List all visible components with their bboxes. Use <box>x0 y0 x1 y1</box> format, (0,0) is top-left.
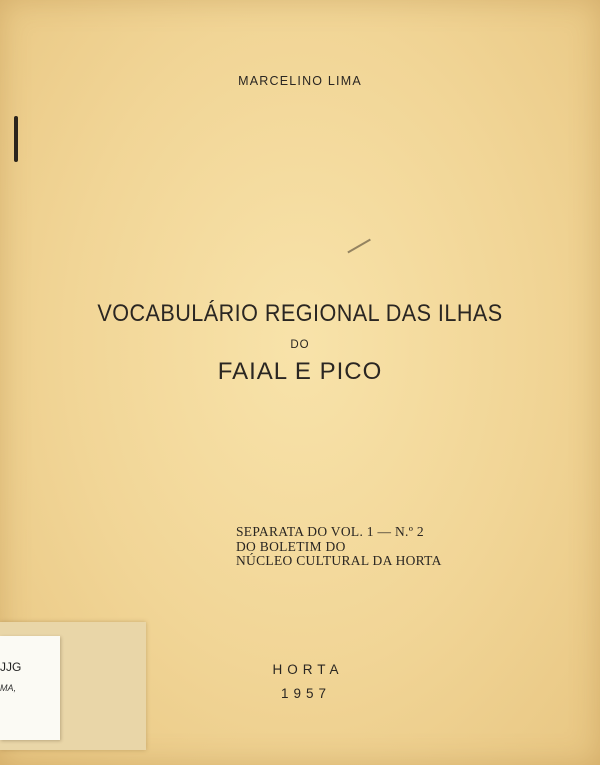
title-line-2: DO <box>290 339 310 351</box>
pencil-mark <box>347 239 370 253</box>
author-name: MARCELINO LIMA <box>238 74 362 88</box>
library-label-name: MA, <box>0 683 17 693</box>
library-label <box>0 636 60 740</box>
separata-note <box>236 525 442 569</box>
title-line-1: VOCABULÁRIO REGIONAL DAS ILHAS <box>97 300 503 327</box>
publication-place: HORTA <box>272 662 344 677</box>
separata-line-3: NÚCLEO CULTURAL DA HORTA <box>236 553 442 568</box>
library-label-code: JJG <box>0 660 22 674</box>
publication-year: 1957 <box>280 686 332 701</box>
title-line-3: FAIAL E PICO <box>217 358 383 385</box>
separata-line-2: DO BOLETIM DO <box>236 538 346 554</box>
staple <box>14 116 18 162</box>
separata-line-1: SEPARATA DO VOL. 1 — N.º 2 <box>236 524 424 539</box>
